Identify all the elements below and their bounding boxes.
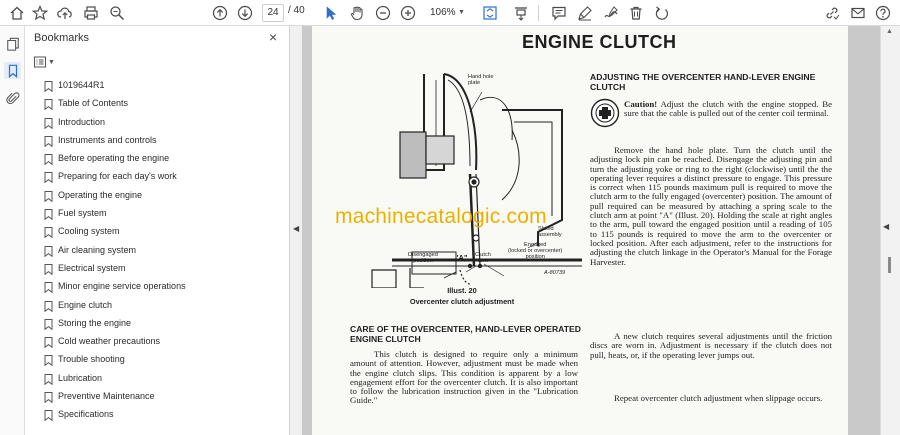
bookmark-item[interactable] xyxy=(25,114,290,132)
delete-icon[interactable] xyxy=(627,4,645,22)
chevron-down-icon: ▼ xyxy=(48,58,55,66)
bookmark-label: Trouble shooting xyxy=(58,354,125,365)
repeat-adjustment-paragraph: Repeat overcenter clutch adjustment when slippage occurs. xyxy=(614,393,823,403)
label-shield-assembly: Shield assembly xyxy=(538,226,562,238)
bookmark-flag-icon xyxy=(44,118,53,129)
bookmark-item[interactable] xyxy=(25,223,290,241)
list-options-icon xyxy=(34,56,46,68)
close-icon[interactable]: × xyxy=(269,29,278,45)
bookmark-item[interactable] xyxy=(25,205,290,223)
care-paragraph: This clutch is designed to require only a minimum amount of attention. However, adjustment must be made when the engine clutch slips. This condition is apparent by a low engagement effort for the overcenter clutch. It is also important to follow the lubrication instruction given in the "Lubrication Guide." xyxy=(350,349,578,406)
caution-label: Caution! xyxy=(624,99,658,109)
bookmark-flag-icon xyxy=(44,374,53,385)
bookmark-item[interactable] xyxy=(25,333,290,351)
bookmark-label: Before operating the engine xyxy=(58,153,170,164)
bookmark-label: Operating the engine xyxy=(58,189,143,200)
bookmark-item[interactable] xyxy=(25,95,290,113)
caution-text xyxy=(624,100,832,119)
panel-splitter[interactable] xyxy=(290,26,302,435)
label-point-a: "A" xyxy=(455,253,468,262)
bookmark-item[interactable] xyxy=(25,370,290,388)
bookmark-item[interactable] xyxy=(25,150,290,168)
caution-body: Adjust the clutch with the engine stopped. Be sure that the cable is pulled out of the center coil terminal. xyxy=(624,99,832,119)
attachment-icon[interactable] xyxy=(4,89,21,106)
bookmark-flag-icon xyxy=(44,136,53,147)
bookmark-flag-icon xyxy=(44,337,53,348)
bookmark-flag-icon xyxy=(44,282,53,293)
bookmark-item[interactable] xyxy=(25,278,290,296)
main-toolbar xyxy=(0,0,900,26)
bookmark-item[interactable] xyxy=(25,187,290,205)
adjusting-paragraph: Remove the hand hole plate. Turn the clutch until the adjusting lock pin can be reached. Disengage the adjusting pin and turn the adjusting yoke or ring to the right (clockwise) until the the operating lever requires a distinct pressure to engage. This pressure is correct when 115 pounds maximum pull is required to move the clutch arm to the fully engaged (overcenter) position. The amount of pull required can be measured by attaching a spring scale to the clutch arm at point "A" (Illust. 20). Holding the scale at right angles to the arm, pull toward the engaged position until a reading of 105 to 115 pounds is required to move the arm to the overcenter or locked position. After each adjustment, refer to the instructions for adjusting the clutch linkage in the Operator's Manual for the Forage Harvester. xyxy=(590,145,832,267)
prev-page-icon[interactable] xyxy=(211,4,229,22)
next-page-icon[interactable] xyxy=(236,4,254,22)
bookmark-flag-icon xyxy=(44,392,53,403)
fit-page-icon[interactable] xyxy=(481,4,499,22)
bookmark-flag-icon xyxy=(44,81,53,92)
watermark: machinecatalogic.com xyxy=(335,205,547,228)
zoom-in-icon[interactable] xyxy=(399,4,417,22)
bookmark-item[interactable] xyxy=(25,168,290,186)
document-viewport[interactable] xyxy=(302,26,880,435)
print-icon[interactable] xyxy=(82,4,100,22)
bookmark-label: Cooling system xyxy=(58,226,120,237)
adjusting-heading: ADJUSTING THE OVERCENTER HAND-LEVER ENGINE CLUTCH xyxy=(590,72,816,92)
panel-title: Bookmarks xyxy=(34,32,90,44)
label-disengaged-position: Disengaged position xyxy=(408,252,438,264)
bookmark-flag-icon xyxy=(44,172,53,183)
figure-caption: Overcenter clutch adjustment xyxy=(409,297,515,306)
caution-seal-icon xyxy=(590,98,620,128)
bookmark-flag-icon xyxy=(44,191,53,202)
bookmark-flag-icon xyxy=(44,209,53,220)
new-clutch-paragraph: A new clutch requires several adjustments until the friction discs are worn in. Adjustment is necessary if the clutch does not pull, heats, or, if the operating lever jumps out. xyxy=(590,331,832,360)
bookmark-flag-icon xyxy=(44,154,53,165)
label-figure-code: A-80739 xyxy=(544,270,566,276)
bookmark-label: Preparing for each day's work xyxy=(58,171,177,182)
bookmark-label: Air cleaning system xyxy=(58,244,137,255)
pages-icon[interactable] xyxy=(4,35,21,52)
bookmark-item[interactable] xyxy=(25,406,290,424)
bookmark-label: Lubrication xyxy=(58,372,103,383)
zoom-out-icon[interactable] xyxy=(374,4,392,22)
bookmark-item[interactable] xyxy=(25,77,290,95)
bookmark-options-button[interactable] xyxy=(34,55,56,69)
bookmark-flag-icon xyxy=(44,246,53,257)
bookmark-item[interactable] xyxy=(25,388,290,406)
bookmark-label: Specifications xyxy=(58,409,114,420)
bookmark-item[interactable] xyxy=(25,242,290,260)
bookmark-flag-icon xyxy=(44,301,53,312)
bookmark-flag-icon xyxy=(44,227,53,238)
bookmark-list xyxy=(25,77,290,425)
vertical-scrollbar[interactable] xyxy=(880,26,900,435)
page-scroll-icon[interactable] xyxy=(512,4,530,22)
bookmark-item[interactable] xyxy=(25,297,290,315)
label-hand-hole-plate: Hand hole plate xyxy=(468,74,494,86)
bookmark-label: Fuel system xyxy=(58,208,107,219)
bookmark-label: Engine clutch xyxy=(58,299,113,310)
bookmark-flag-icon xyxy=(44,99,53,110)
mail-icon[interactable] xyxy=(849,4,867,22)
bookmark-label: Instruments and controls xyxy=(58,134,157,145)
scroll-up-icon[interactable]: ▲ xyxy=(886,28,893,35)
zoom-level-select[interactable]: 106% xyxy=(430,7,456,18)
comment-icon[interactable] xyxy=(550,4,568,22)
bookmark-label: 1019644R1 xyxy=(58,80,105,90)
zoom-search-icon[interactable] xyxy=(108,4,126,22)
scrollbar-thumb[interactable] xyxy=(888,257,891,273)
bookmark-label: Electrical system xyxy=(58,262,126,273)
bookmark-label: Cold weather precautions xyxy=(58,336,161,347)
label-engaged-position: Engaged (locked or overcenter) position xyxy=(508,242,563,260)
page-number-input[interactable]: 24 xyxy=(262,4,284,22)
bookmark-label: Storing the engine xyxy=(58,317,132,328)
bookmark-label: Introduction xyxy=(58,116,106,127)
help-icon[interactable] xyxy=(874,4,892,22)
bookmark-item[interactable] xyxy=(25,260,290,278)
star-icon[interactable] xyxy=(31,4,49,22)
bookmark-icon[interactable] xyxy=(4,62,21,79)
bookmark-flag-icon xyxy=(44,410,53,421)
home-icon[interactable] xyxy=(8,4,26,22)
document-page xyxy=(312,26,848,435)
left-rail xyxy=(0,26,25,435)
bookmark-flag-icon xyxy=(44,319,53,330)
bookmark-label: Preventive Maintenance xyxy=(58,391,155,402)
care-heading: CARE OF THE OVERCENTER, HAND-LEVER OPERATED ENGINE CLUTCH xyxy=(350,324,581,344)
hand-pan-icon[interactable] xyxy=(348,4,366,22)
bookmark-flag-icon xyxy=(44,264,53,275)
label-clutch-arm: Clutch arm xyxy=(475,252,491,264)
draw-icon[interactable] xyxy=(602,4,620,22)
bookmark-item[interactable] xyxy=(25,351,290,369)
toolbar-divider xyxy=(538,5,539,21)
select-cursor-icon[interactable] xyxy=(322,4,340,22)
link-icon[interactable] xyxy=(823,4,841,22)
collapse-right-panel-icon[interactable]: ◀ xyxy=(883,222,890,231)
highlight-pen-icon[interactable] xyxy=(576,4,594,22)
page-total: / 40 xyxy=(288,5,305,16)
undo-icon[interactable] xyxy=(653,4,671,22)
bookmark-label: Table of Contents xyxy=(58,98,129,109)
page-title: ENGINE CLUTCH xyxy=(522,32,677,52)
bookmark-item[interactable] xyxy=(25,132,290,150)
bookmarks-panel xyxy=(25,26,290,435)
bookmark-label: Minor engine service operations xyxy=(58,281,186,292)
figure-number: Illust. 20 xyxy=(447,286,477,295)
cloud-upload-icon[interactable] xyxy=(56,4,74,22)
chevron-down-icon[interactable]: ▼ xyxy=(458,9,465,16)
bookmark-item[interactable] xyxy=(25,315,290,333)
bookmark-flag-icon xyxy=(44,355,53,366)
collapse-panel-icon[interactable]: ◀ xyxy=(293,224,300,233)
